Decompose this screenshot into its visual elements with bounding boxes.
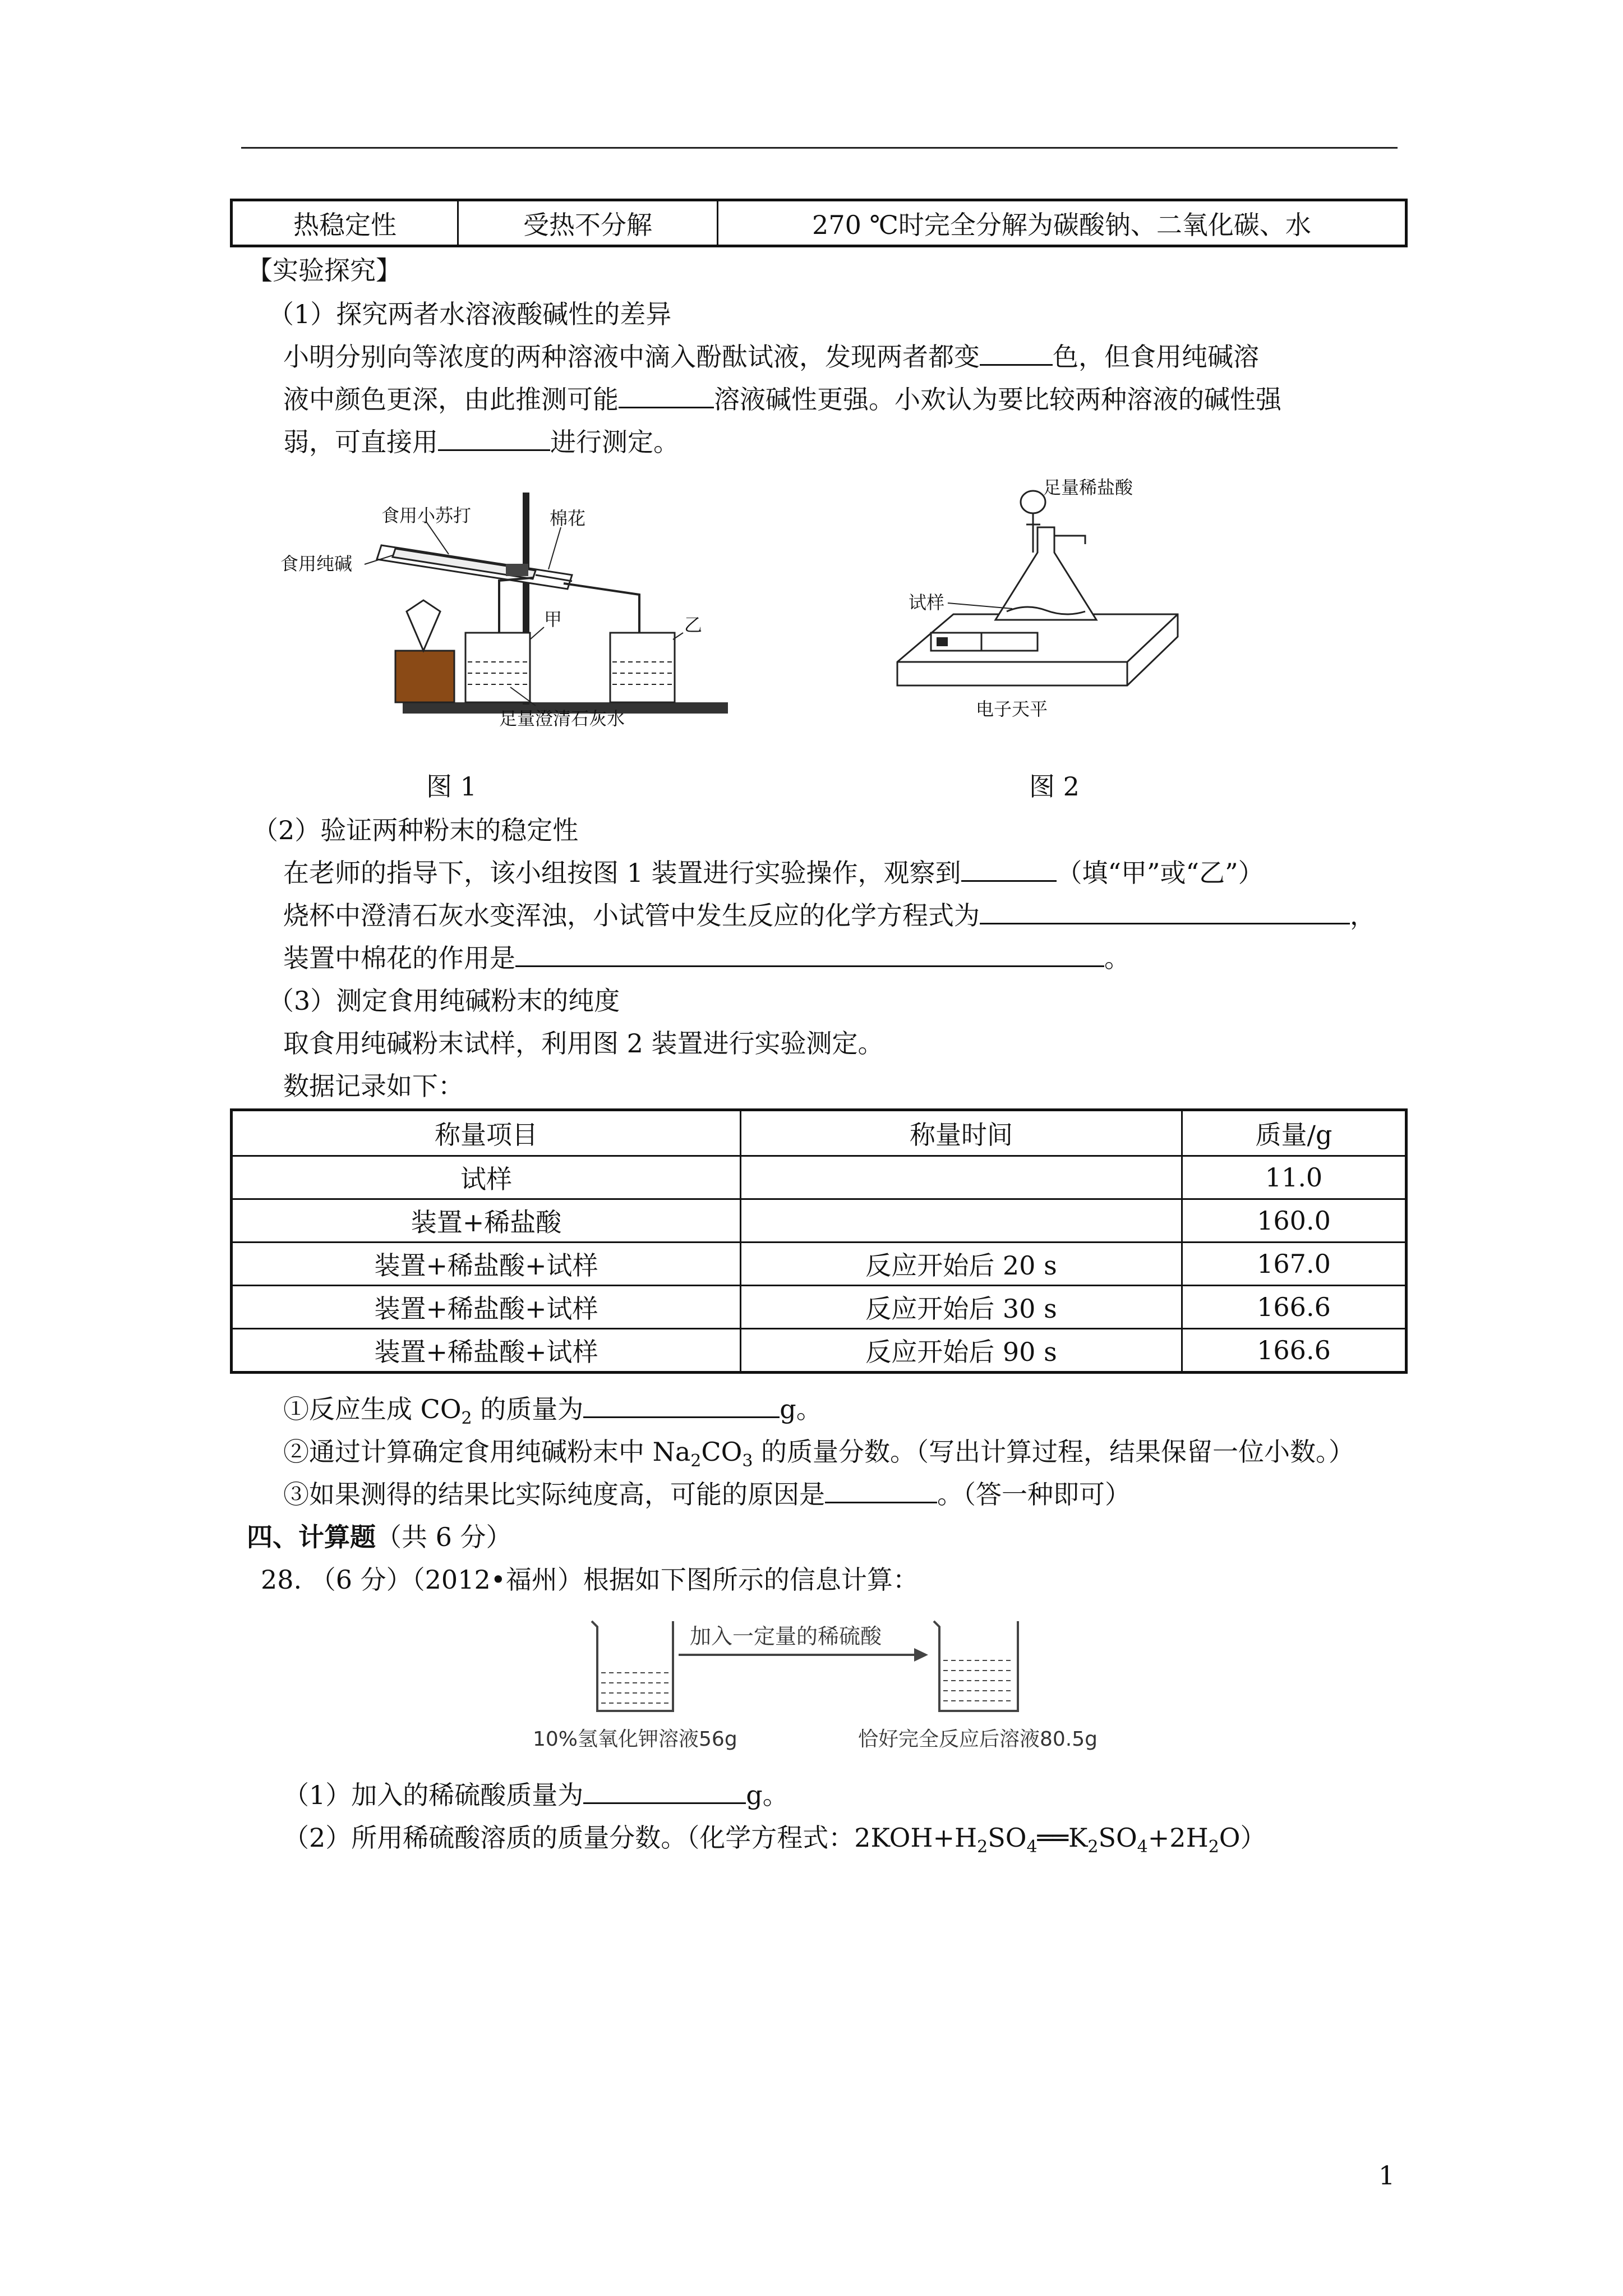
label-xiyansuan: 足量稀盐酸 bbox=[1043, 477, 1133, 498]
beaker-jia bbox=[465, 633, 530, 702]
table-cell bbox=[741, 1199, 1182, 1243]
table-cell: 反应开始后 30 s bbox=[741, 1286, 1182, 1329]
part3-line1: 取食用纯碱粉末试样，利用图 2 装置进行实验测定。 bbox=[283, 1028, 884, 1059]
beaker-right bbox=[934, 1621, 1018, 1711]
answer-blank bbox=[438, 427, 550, 451]
problem-28-figure bbox=[533, 1610, 1122, 1767]
text: ②通过计算确定食用纯碱粉末中 Na bbox=[283, 1437, 691, 1467]
header-rule bbox=[241, 147, 1398, 149]
problem-28-sub1 bbox=[283, 1778, 789, 1812]
conical-flask bbox=[995, 527, 1096, 620]
label-shiyang: 试样 bbox=[909, 592, 945, 613]
subscript: 2 bbox=[1087, 1837, 1099, 1857]
table-row bbox=[232, 1199, 1407, 1243]
part3-line2: 数据记录如下： bbox=[283, 1071, 464, 1101]
answer-blank bbox=[619, 384, 714, 408]
table-cell: 受热不分解 bbox=[458, 200, 718, 246]
table-header: 质量/g bbox=[1182, 1110, 1407, 1156]
text: 小明分别向等浓度的两种溶液中滴入酚酞试液，发现两者都变 bbox=[283, 342, 980, 372]
table-cell: 166.6 bbox=[1182, 1286, 1407, 1329]
subscript: 2 bbox=[977, 1837, 988, 1857]
table-cell: 装置+稀盐酸+试样 bbox=[232, 1329, 741, 1373]
table-header: 称量时间 bbox=[741, 1110, 1182, 1156]
text: 色，但食用纯碱溶 bbox=[1053, 342, 1259, 372]
text: 进行测定。 bbox=[550, 427, 679, 457]
section-4-title bbox=[247, 1520, 512, 1554]
table-header: 称量项目 bbox=[232, 1110, 741, 1156]
text: 液中颜色更深，由此推测可能 bbox=[283, 384, 619, 415]
text: 弱，可直接用 bbox=[283, 427, 438, 457]
table-cell: 装置+稀盐酸 bbox=[232, 1199, 741, 1243]
answer-blank bbox=[980, 342, 1053, 366]
text: 装置中棉花的作用是 bbox=[283, 943, 515, 973]
text: SO bbox=[1098, 1823, 1137, 1853]
answer-blank bbox=[980, 900, 1350, 924]
figure-1-caption: 图 1 bbox=[426, 771, 477, 802]
figure-2-caption: 图 2 bbox=[1029, 771, 1080, 802]
problem-28-stem: 28. （6 分）（2012•福州）根据如下图所示的信息计算： bbox=[261, 1565, 919, 1595]
text: 在老师的指导下，该小组按图 1 装置进行实验操作，观察到 bbox=[283, 858, 961, 888]
burner-block bbox=[395, 651, 454, 702]
text: 的质量为 bbox=[472, 1394, 584, 1424]
table-cell: 热稳定性 bbox=[232, 200, 458, 246]
table-row bbox=[232, 1286, 1407, 1329]
part2-line1 bbox=[283, 856, 1264, 890]
text: ①反应生成 CO bbox=[283, 1394, 462, 1424]
label-jia: 甲 bbox=[544, 609, 562, 630]
answer-blank bbox=[961, 858, 1057, 882]
figure-1-apparatus bbox=[280, 482, 740, 729]
part1-heading: （1）探究两者水溶液酸碱性的差异 bbox=[268, 299, 672, 329]
table-cell: 装置+稀盐酸+试样 bbox=[232, 1243, 741, 1286]
table-cell bbox=[741, 1156, 1182, 1199]
table-cell: 试样 bbox=[232, 1156, 741, 1199]
table-cell: 反应开始后 20 s bbox=[741, 1243, 1182, 1286]
page-number: 1 bbox=[1378, 2160, 1395, 2191]
answer-blank bbox=[583, 1780, 746, 1804]
data-table bbox=[230, 1108, 1408, 1374]
part2-line3 bbox=[283, 941, 1130, 975]
text: 。（答一种即可） bbox=[937, 1479, 1131, 1510]
text: （2）所用稀硫酸溶质的质量分数。（化学方程式：2KOH+H bbox=[283, 1823, 978, 1853]
table-cell: 270 ℃时完全分解为碳酸钠、二氧化碳、水 bbox=[718, 200, 1407, 246]
right-caption: 恰好完全反应后溶液80.5g bbox=[858, 1728, 1098, 1751]
subscript: 4 bbox=[1026, 1837, 1038, 1857]
text: ══K bbox=[1037, 1823, 1088, 1853]
question-3 bbox=[283, 1478, 1131, 1511]
text: ， bbox=[1350, 900, 1376, 931]
text: CO bbox=[701, 1437, 743, 1467]
figure-2-apparatus bbox=[886, 477, 1189, 724]
subscript: 2 bbox=[461, 1409, 472, 1429]
question-2 bbox=[283, 1435, 1354, 1478]
answer-blank bbox=[825, 1479, 937, 1503]
part3-heading: （3）测定食用纯碱粉末的纯度 bbox=[268, 986, 620, 1016]
table-cell: 反应开始后 90 s bbox=[741, 1329, 1182, 1373]
part1-line1 bbox=[283, 340, 1259, 374]
label-tianping: 电子天平 bbox=[976, 698, 1048, 720]
table-cell: 160.0 bbox=[1182, 1199, 1407, 1243]
text: 烧杯中澄清石灰水变浑浊，小试管中发生反应的化学方程式为 bbox=[283, 900, 980, 931]
part2-line2 bbox=[283, 899, 1376, 932]
flame bbox=[407, 600, 440, 651]
beaker-left bbox=[592, 1621, 673, 1711]
text: 四、计算题 bbox=[247, 1522, 376, 1552]
label-shihuishui: 足量澄清石灰水 bbox=[499, 708, 625, 729]
table-cell: 装置+稀盐酸+试样 bbox=[232, 1286, 741, 1329]
text: SO bbox=[988, 1823, 1027, 1853]
text: g。 bbox=[746, 1780, 789, 1810]
table-row bbox=[232, 1329, 1407, 1373]
subscript: 3 bbox=[742, 1451, 753, 1471]
subscript: 4 bbox=[1137, 1837, 1148, 1857]
text: +2H bbox=[1147, 1823, 1209, 1853]
subscript: 2 bbox=[1208, 1837, 1219, 1857]
answer-blank bbox=[515, 943, 1104, 967]
label-chunjian: 食用纯碱 bbox=[280, 553, 353, 574]
part2-heading: （2）验证两种粉末的稳定性 bbox=[252, 815, 579, 845]
text: （填“甲”或“乙”） bbox=[1056, 858, 1264, 888]
text: 。 bbox=[1104, 943, 1130, 973]
separatory-funnel bbox=[1021, 491, 1045, 513]
label-mianhua: 棉花 bbox=[550, 508, 586, 529]
question-1 bbox=[283, 1392, 822, 1435]
answer-blank bbox=[583, 1394, 780, 1418]
properties-table bbox=[230, 199, 1408, 247]
part1-line2 bbox=[283, 383, 1281, 416]
text: （1）加入的稀硫酸质量为 bbox=[283, 1780, 584, 1810]
label-xiaosuda: 食用小苏打 bbox=[381, 505, 472, 526]
table-row bbox=[232, 1156, 1407, 1199]
label-yi: 乙 bbox=[684, 614, 703, 636]
arrow-head bbox=[914, 1648, 928, 1662]
table-cell: 166.6 bbox=[1182, 1329, 1407, 1373]
text: （共 6 分） bbox=[376, 1522, 512, 1552]
part1-line3 bbox=[283, 425, 679, 459]
section-heading: 【实验探究】 bbox=[247, 255, 402, 286]
text: O） bbox=[1219, 1823, 1266, 1853]
arrow-label: 加入一定量的稀硫酸 bbox=[690, 1624, 882, 1649]
problem-28-sub2 bbox=[283, 1821, 1266, 1864]
text: 的质量分数。（写出计算过程，结果保留一位小数。） bbox=[753, 1437, 1355, 1467]
text: g。 bbox=[780, 1394, 822, 1424]
beaker-yi bbox=[610, 633, 675, 702]
left-caption: 10%氢氧化钾溶液56g bbox=[533, 1728, 737, 1751]
text: 溶液碱性更强。小欢认为要比较两种溶液的碱性强 bbox=[714, 384, 1281, 415]
subscript: 2 bbox=[690, 1451, 702, 1471]
text: ③如果测得的结果比实际纯度高，可能的原因是 bbox=[283, 1479, 825, 1510]
table-row bbox=[232, 1243, 1407, 1286]
table-cell: 11.0 bbox=[1182, 1156, 1407, 1199]
table-cell: 167.0 bbox=[1182, 1243, 1407, 1286]
